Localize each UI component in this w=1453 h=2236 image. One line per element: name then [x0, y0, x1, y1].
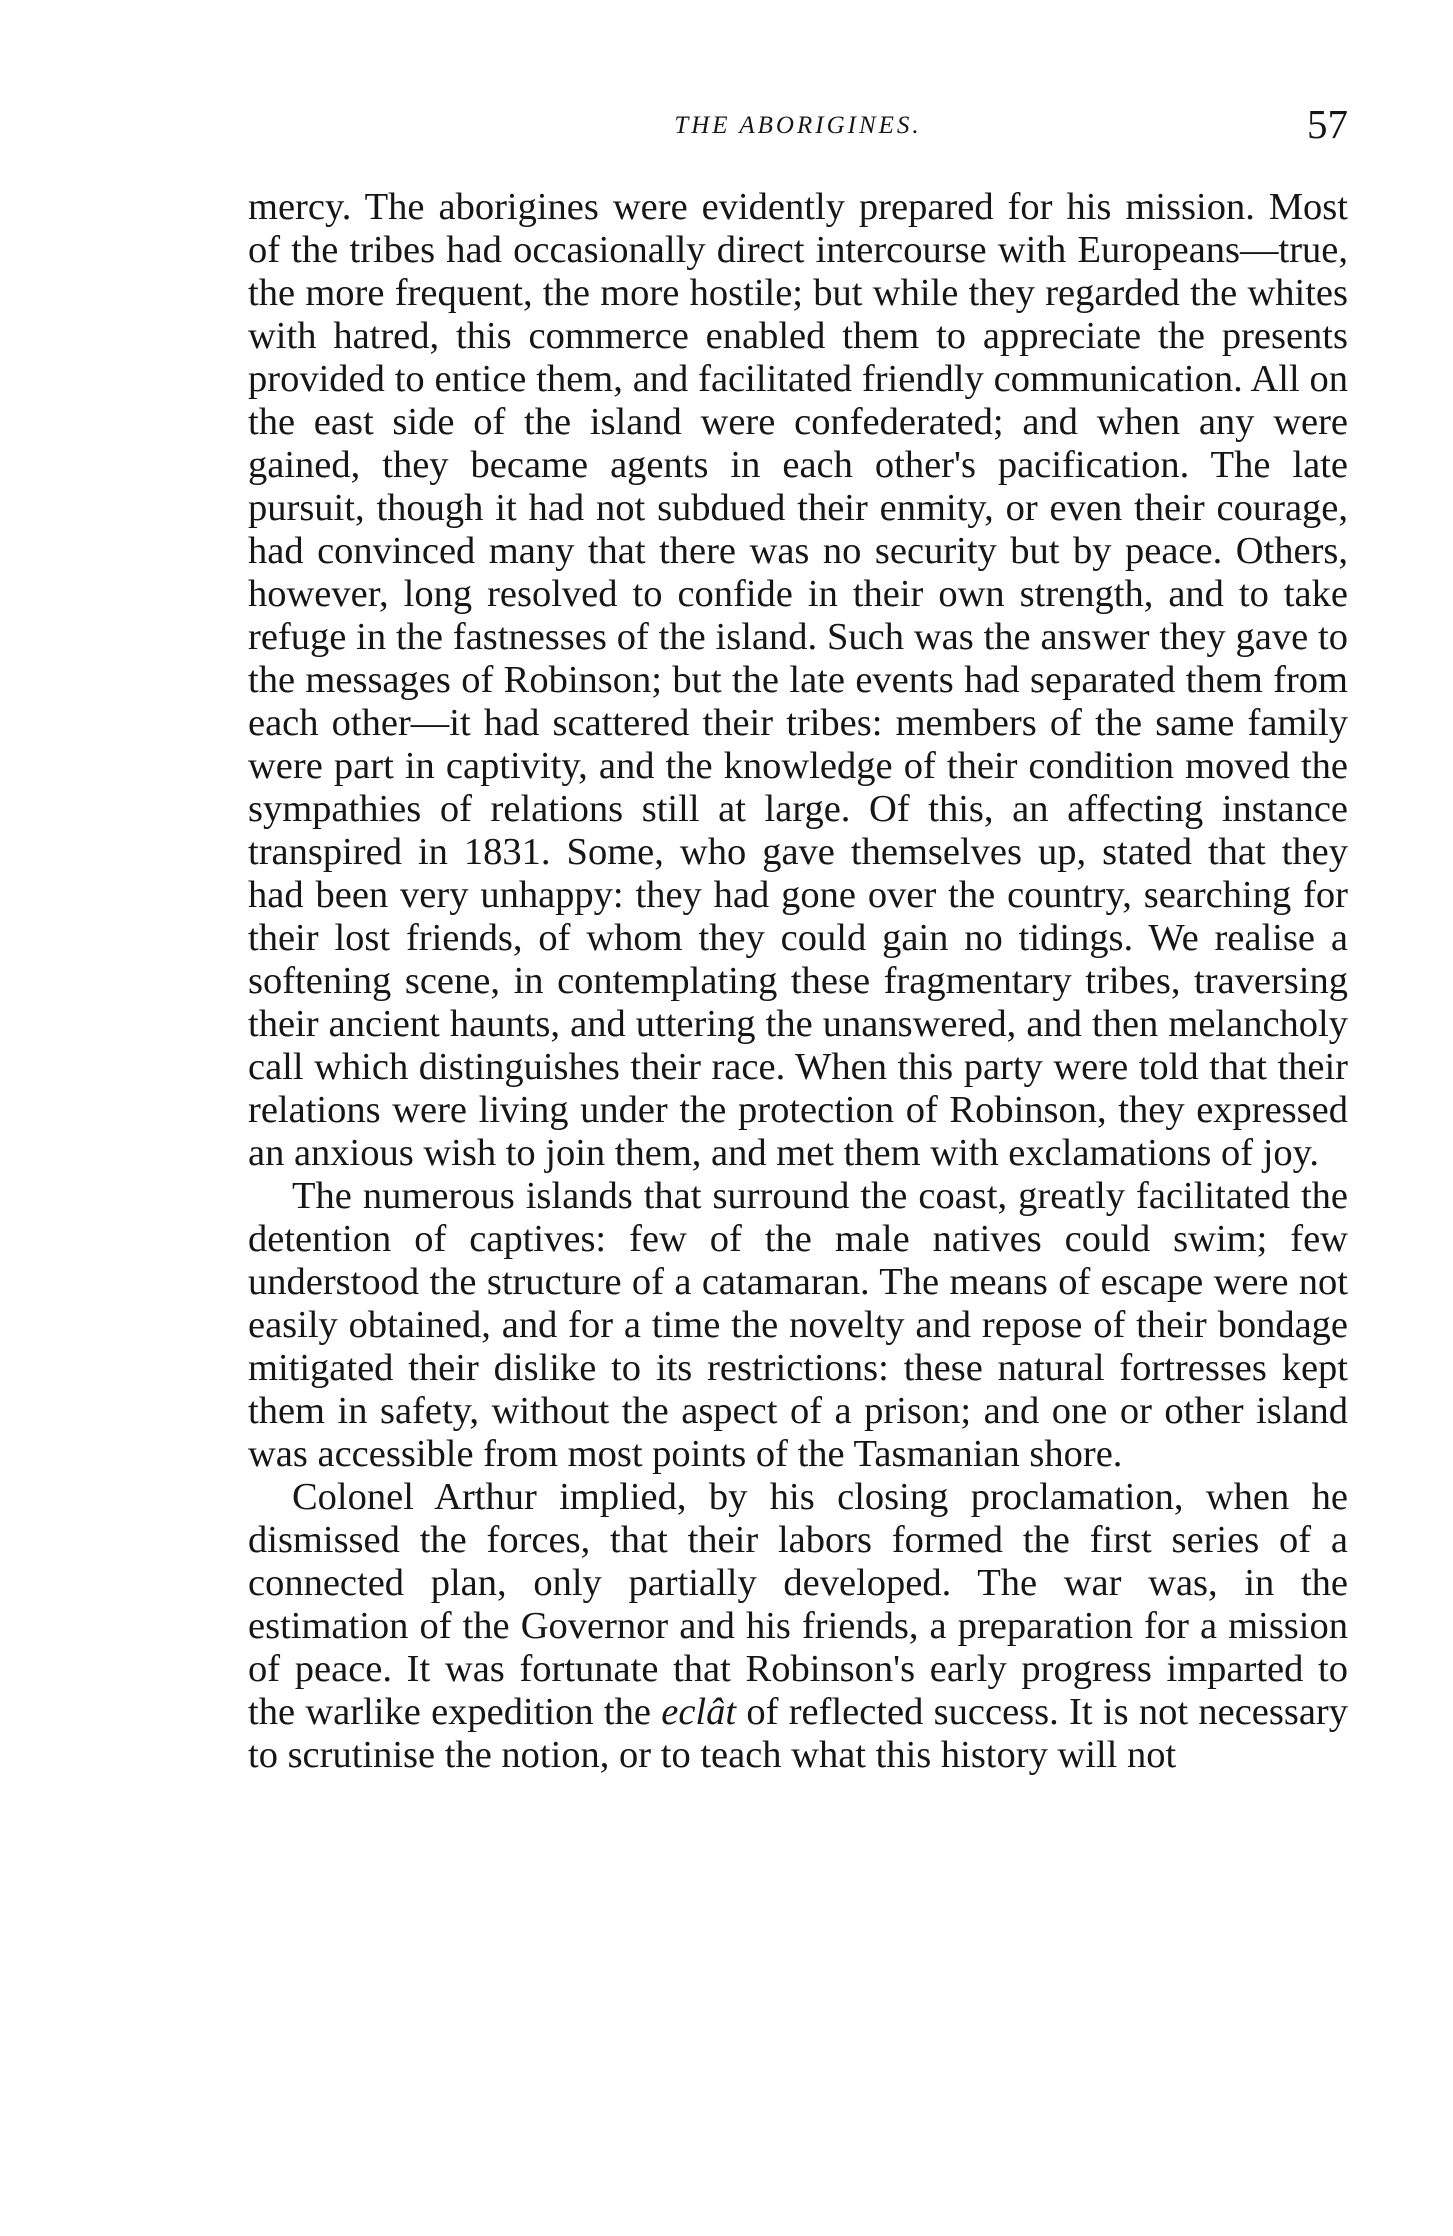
running-title: THE ABORIGINES. [674, 112, 922, 139]
paragraph [248, 186, 1348, 1175]
italic-text: eclât [661, 1691, 737, 1733]
body-text [248, 186, 1348, 1777]
running-head [248, 98, 1348, 152]
paragraph-text: mercy. The aborigines were evidently prepared for his mission. Most of the tribes had occasionally direct intercourse with Europeans—true, the more frequent, the more hostile; but while they regarded the whites with hatred, this commerce enabled them to appreciate the presents provided to entice them, and facilitated friendly communication. All on the east side of the island were confederated; and when any were gained, they became agents in each other's pacification. The late pursuit, though it had not subdued their enmity, or even their courage, had convinced many that there was no security but by peace. Others, however, long resolved to confide in their own strength, and to take refuge in the fastnesses of the island. Such was the answer they gave to the messages of Robinson; but the late events had separated them from each other—it had scattered their tribes: members of the same family were part in captivity, and the knowledge of their condition moved the sympathies of relations still at large. Of this, an affecting instance transpired in 1831. Some, who gave themselves up, stated that they had been very unhappy: they had gone over the country, searching for their lost friends, of whom they could gain no tidings. We realise a softening scene, in contemplating these fragmentary tribes, traversing their ancient haunts, and uttering the unanswered, and then melancholy call which distinguishes their race. When this party were told that their relations were living under the protection of Robinson, they expressed an anxious wish to join them, and met them with exclamations of joy. [248, 186, 1348, 1174]
paragraph-text: of reflected success. It is not necessary to scrutinise the notion, or to teach what this history will not [248, 1691, 1348, 1776]
page-number: 57 [1307, 101, 1348, 147]
paragraph [248, 1476, 1348, 1777]
paragraph-text: Colonel Arthur implied, by his closing proclamation, when he dismissed the forces, that their labors formed the first series of a connected plan, only partially developed. The war was, in the estimation of the Governor and his friends, a preparation for a mission of peace. It was fortunate that Robinson's early progress imparted to the warlike expedition the [248, 1476, 1348, 1733]
paragraph [248, 1175, 1348, 1476]
paragraph-text: The numerous islands that surround the coast, greatly facilitated the detention of captives: few of the male natives could swim; few understood the structure of a catamaran. The means of escape were not easily obtained, and for a time the novelty and repose of their bondage mitigated their dislike to its restrictions: these natural fortresses kept them in safety, without the aspect of a prison; and one or other island was accessible from most points of the Tasmanian shore. [248, 1175, 1348, 1475]
